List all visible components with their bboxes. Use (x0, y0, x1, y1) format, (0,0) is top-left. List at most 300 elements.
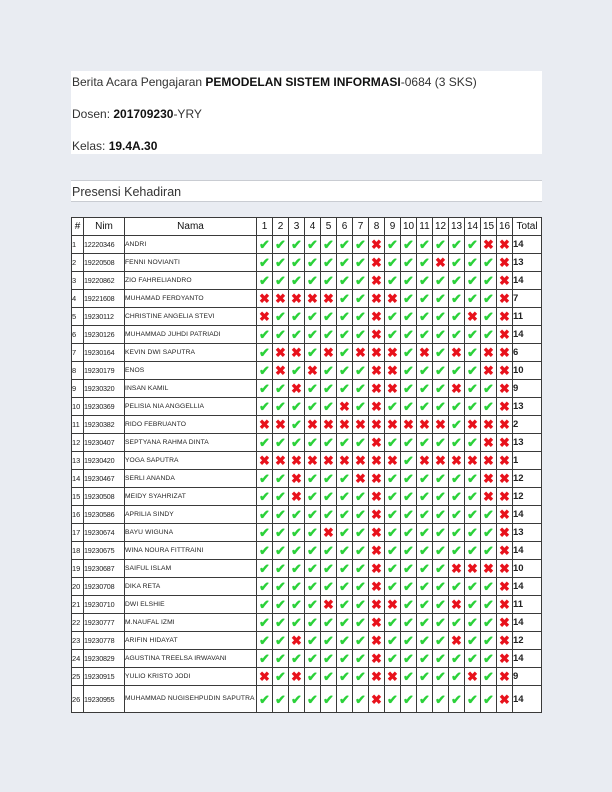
table-row (72, 290, 542, 308)
absent-cross-icon: ✖ (289, 488, 305, 506)
present-check-icon: ✔ (305, 380, 321, 398)
present-check-icon: ✔ (321, 686, 337, 713)
absent-cross-icon: ✖ (465, 308, 481, 326)
present-check-icon: ✔ (353, 290, 369, 308)
row-number: 7 (72, 344, 84, 362)
student-nim: 19230710 (84, 596, 125, 614)
present-check-icon: ✔ (353, 488, 369, 506)
attendance-total: 9 (513, 380, 542, 398)
attendance-total: 6 (513, 344, 542, 362)
present-check-icon: ✔ (337, 614, 353, 632)
present-check-icon: ✔ (401, 668, 417, 686)
present-check-icon: ✔ (385, 560, 401, 578)
row-number: 2 (72, 254, 84, 272)
absent-cross-icon: ✖ (337, 452, 353, 470)
present-check-icon: ✔ (433, 290, 449, 308)
present-check-icon: ✔ (449, 236, 465, 254)
student-nim: 19230687 (84, 560, 125, 578)
present-check-icon: ✔ (289, 434, 305, 452)
column-header: 3 (289, 218, 305, 236)
student-name: SEPTYANA RAHMA DINTA (125, 434, 257, 452)
class-label: Kelas: (72, 139, 109, 153)
absent-cross-icon: ✖ (353, 416, 369, 434)
present-check-icon: ✔ (401, 596, 417, 614)
absent-cross-icon: ✖ (369, 290, 385, 308)
present-check-icon: ✔ (401, 542, 417, 560)
present-check-icon: ✔ (321, 578, 337, 596)
absent-cross-icon: ✖ (465, 560, 481, 578)
present-check-icon: ✔ (465, 632, 481, 650)
present-check-icon: ✔ (257, 254, 273, 272)
absent-cross-icon: ✖ (321, 290, 337, 308)
absent-cross-icon: ✖ (353, 470, 369, 488)
absent-cross-icon: ✖ (497, 380, 513, 398)
column-header: Nim (84, 218, 125, 236)
present-check-icon: ✔ (353, 236, 369, 254)
absent-cross-icon: ✖ (369, 614, 385, 632)
column-header: Total (513, 218, 542, 236)
present-check-icon: ✔ (321, 614, 337, 632)
present-check-icon: ✔ (481, 596, 497, 614)
present-check-icon: ✔ (449, 416, 465, 434)
student-name: MUHAMMAD JUHDI PATRIADI (125, 326, 257, 344)
attendance-total: 11 (513, 308, 542, 326)
present-check-icon: ✔ (433, 344, 449, 362)
present-check-icon: ✔ (417, 434, 433, 452)
present-check-icon: ✔ (305, 470, 321, 488)
row-number: 18 (72, 542, 84, 560)
present-check-icon: ✔ (401, 380, 417, 398)
present-check-icon: ✔ (305, 614, 321, 632)
absent-cross-icon: ✖ (369, 272, 385, 290)
present-check-icon: ✔ (273, 308, 289, 326)
present-check-icon: ✔ (257, 686, 273, 713)
student-name: BAYU WIGUNA (125, 524, 257, 542)
present-check-icon: ✔ (449, 686, 465, 713)
table-row (72, 380, 542, 398)
present-check-icon: ✔ (257, 344, 273, 362)
absent-cross-icon: ✖ (337, 416, 353, 434)
present-check-icon: ✔ (289, 524, 305, 542)
present-check-icon: ✔ (385, 398, 401, 416)
present-check-icon: ✔ (353, 398, 369, 416)
present-check-icon: ✔ (353, 326, 369, 344)
present-check-icon: ✔ (417, 272, 433, 290)
present-check-icon: ✔ (273, 434, 289, 452)
present-check-icon: ✔ (305, 560, 321, 578)
present-check-icon: ✔ (353, 272, 369, 290)
present-check-icon: ✔ (433, 434, 449, 452)
student-nim: 19230126 (84, 326, 125, 344)
present-check-icon: ✔ (401, 506, 417, 524)
present-check-icon: ✔ (273, 686, 289, 713)
present-check-icon: ✔ (417, 362, 433, 380)
student-name: DWI ELSHIE (125, 596, 257, 614)
present-check-icon: ✔ (417, 470, 433, 488)
row-number: 15 (72, 488, 84, 506)
row-number: 19 (72, 560, 84, 578)
present-check-icon: ✔ (321, 380, 337, 398)
absent-cross-icon: ✖ (497, 596, 513, 614)
column-header: 5 (321, 218, 337, 236)
student-nim: 19230382 (84, 416, 125, 434)
present-check-icon: ✔ (337, 344, 353, 362)
student-nim: 19230420 (84, 452, 125, 470)
present-check-icon: ✔ (481, 632, 497, 650)
present-check-icon: ✔ (305, 308, 321, 326)
student-name: ZIO FAHRELIANDRO (125, 272, 257, 290)
student-name: KEVIN DWI SAPUTRA (125, 344, 257, 362)
present-check-icon: ✔ (401, 272, 417, 290)
present-check-icon: ✔ (305, 632, 321, 650)
present-check-icon: ✔ (273, 506, 289, 524)
absent-cross-icon: ✖ (417, 452, 433, 470)
present-check-icon: ✔ (481, 380, 497, 398)
absent-cross-icon: ✖ (481, 452, 497, 470)
present-check-icon: ✔ (481, 506, 497, 524)
present-check-icon: ✔ (401, 236, 417, 254)
attendance-total: 10 (513, 362, 542, 380)
absent-cross-icon: ✖ (449, 344, 465, 362)
column-header: Nama (125, 218, 257, 236)
present-check-icon: ✔ (449, 542, 465, 560)
present-check-icon: ✔ (353, 380, 369, 398)
absent-cross-icon: ✖ (305, 362, 321, 380)
student-name: MUHAMAD FERDYANTO (125, 290, 257, 308)
attendance-total: 14 (513, 614, 542, 632)
present-check-icon: ✔ (257, 434, 273, 452)
present-check-icon: ✔ (449, 290, 465, 308)
absent-cross-icon: ✖ (369, 434, 385, 452)
absent-cross-icon: ✖ (465, 452, 481, 470)
present-check-icon: ✔ (449, 614, 465, 632)
row-number: 26 (72, 686, 84, 713)
absent-cross-icon: ✖ (449, 596, 465, 614)
student-name: ARIFIN HIDAYAT (125, 632, 257, 650)
absent-cross-icon: ✖ (369, 578, 385, 596)
present-check-icon: ✔ (289, 398, 305, 416)
absent-cross-icon: ✖ (497, 398, 513, 416)
table-row (72, 560, 542, 578)
present-check-icon: ✔ (337, 254, 353, 272)
present-check-icon: ✔ (353, 632, 369, 650)
student-nim: 19230369 (84, 398, 125, 416)
table-row (72, 506, 542, 524)
present-check-icon: ✔ (465, 506, 481, 524)
present-check-icon: ✔ (449, 272, 465, 290)
present-check-icon: ✔ (305, 650, 321, 668)
present-check-icon: ✔ (321, 632, 337, 650)
absent-cross-icon: ✖ (465, 416, 481, 434)
row-number: 24 (72, 650, 84, 668)
table-row (72, 524, 542, 542)
column-header: 10 (401, 218, 417, 236)
absent-cross-icon: ✖ (321, 452, 337, 470)
present-check-icon: ✔ (305, 254, 321, 272)
student-nim: 19221608 (84, 290, 125, 308)
absent-cross-icon: ✖ (289, 344, 305, 362)
column-header: 12 (433, 218, 449, 236)
present-check-icon: ✔ (305, 668, 321, 686)
present-check-icon: ✔ (257, 362, 273, 380)
absent-cross-icon: ✖ (273, 344, 289, 362)
present-check-icon: ✔ (353, 560, 369, 578)
attendance-total: 9 (513, 668, 542, 686)
student-name: MUHAMMAD NUGISEHPUDIN SAPUTRA (125, 686, 257, 713)
student-nim: 19230467 (84, 470, 125, 488)
present-check-icon: ✔ (433, 380, 449, 398)
absent-cross-icon: ✖ (497, 650, 513, 668)
present-check-icon: ✔ (257, 524, 273, 542)
absent-cross-icon: ✖ (257, 452, 273, 470)
absent-cross-icon: ✖ (369, 596, 385, 614)
absent-cross-icon: ✖ (305, 452, 321, 470)
absent-cross-icon: ✖ (369, 326, 385, 344)
present-check-icon: ✔ (385, 236, 401, 254)
present-check-icon: ✔ (433, 398, 449, 416)
present-check-icon: ✔ (385, 614, 401, 632)
absent-cross-icon: ✖ (369, 668, 385, 686)
present-check-icon: ✔ (321, 236, 337, 254)
absent-cross-icon: ✖ (417, 416, 433, 434)
table-row (72, 632, 542, 650)
absent-cross-icon: ✖ (305, 290, 321, 308)
present-check-icon: ✔ (401, 326, 417, 344)
student-name: APRILIA SINDY (125, 506, 257, 524)
present-check-icon: ✔ (449, 434, 465, 452)
present-check-icon: ✔ (417, 524, 433, 542)
present-check-icon: ✔ (289, 560, 305, 578)
present-check-icon: ✔ (273, 596, 289, 614)
present-check-icon: ✔ (305, 344, 321, 362)
student-name: MEIDY SYAHRIZAT (125, 488, 257, 506)
present-check-icon: ✔ (257, 272, 273, 290)
absent-cross-icon: ✖ (257, 308, 273, 326)
row-number: 22 (72, 614, 84, 632)
column-header: 16 (497, 218, 513, 236)
present-check-icon: ✔ (305, 596, 321, 614)
absent-cross-icon: ✖ (289, 632, 305, 650)
present-check-icon: ✔ (321, 560, 337, 578)
present-check-icon: ✔ (289, 254, 305, 272)
present-check-icon: ✔ (433, 668, 449, 686)
table-row (72, 326, 542, 344)
present-check-icon: ✔ (433, 362, 449, 380)
table-row (72, 344, 542, 362)
present-check-icon: ✔ (481, 578, 497, 596)
absent-cross-icon: ✖ (321, 596, 337, 614)
section-title: Presensi Kehadiran (72, 185, 182, 199)
present-check-icon: ✔ (337, 668, 353, 686)
present-check-icon: ✔ (321, 650, 337, 668)
present-check-icon: ✔ (433, 578, 449, 596)
present-check-icon: ✔ (481, 650, 497, 668)
absent-cross-icon: ✖ (497, 452, 513, 470)
present-check-icon: ✔ (321, 272, 337, 290)
present-check-icon: ✔ (433, 632, 449, 650)
student-name: AGUSTINA TREELSA IRWAVANI (125, 650, 257, 668)
absent-cross-icon: ✖ (353, 452, 369, 470)
absent-cross-icon: ✖ (369, 362, 385, 380)
present-check-icon: ✔ (273, 470, 289, 488)
present-check-icon: ✔ (273, 560, 289, 578)
absent-cross-icon: ✖ (369, 236, 385, 254)
attendance-total: 14 (513, 326, 542, 344)
attendance-total: 14 (513, 236, 542, 254)
present-check-icon: ✔ (305, 434, 321, 452)
absent-cross-icon: ✖ (497, 290, 513, 308)
present-check-icon: ✔ (449, 398, 465, 416)
student-nim: 19230829 (84, 650, 125, 668)
absent-cross-icon: ✖ (385, 416, 401, 434)
absent-cross-icon: ✖ (497, 344, 513, 362)
student-name: CHRISTINE ANGELIA STEVI (125, 308, 257, 326)
row-number: 6 (72, 326, 84, 344)
absent-cross-icon: ✖ (385, 290, 401, 308)
present-check-icon: ✔ (337, 488, 353, 506)
present-check-icon: ✔ (273, 542, 289, 560)
row-number: 23 (72, 632, 84, 650)
absent-cross-icon: ✖ (481, 416, 497, 434)
present-check-icon: ✔ (257, 488, 273, 506)
student-nim: 19230674 (84, 524, 125, 542)
present-check-icon: ✔ (481, 326, 497, 344)
absent-cross-icon: ✖ (385, 596, 401, 614)
present-check-icon: ✔ (401, 524, 417, 542)
present-check-icon: ✔ (305, 686, 321, 713)
absent-cross-icon: ✖ (433, 254, 449, 272)
present-check-icon: ✔ (417, 686, 433, 713)
absent-cross-icon: ✖ (497, 308, 513, 326)
row-number: 8 (72, 362, 84, 380)
attendance-total: 13 (513, 254, 542, 272)
present-check-icon: ✔ (449, 362, 465, 380)
absent-cross-icon: ✖ (449, 560, 465, 578)
present-check-icon: ✔ (401, 686, 417, 713)
table-row (72, 434, 542, 452)
present-check-icon: ✔ (305, 578, 321, 596)
attendance-total: 7 (513, 290, 542, 308)
absent-cross-icon: ✖ (497, 506, 513, 524)
present-check-icon: ✔ (433, 470, 449, 488)
present-check-icon: ✔ (417, 326, 433, 344)
present-check-icon: ✔ (273, 650, 289, 668)
student-nim: 19230708 (84, 578, 125, 596)
present-check-icon: ✔ (401, 452, 417, 470)
absent-cross-icon: ✖ (369, 524, 385, 542)
course-prefix: Berita Acara Pengajaran (72, 75, 206, 89)
student-nim: 12220346 (84, 236, 125, 254)
present-check-icon: ✔ (433, 308, 449, 326)
absent-cross-icon: ✖ (385, 452, 401, 470)
absent-cross-icon: ✖ (401, 416, 417, 434)
attendance-table (71, 217, 542, 713)
table-row (72, 614, 542, 632)
table-row (72, 236, 542, 254)
column-header: 13 (449, 218, 465, 236)
present-check-icon: ✔ (305, 272, 321, 290)
column-header: 14 (465, 218, 481, 236)
present-check-icon: ✔ (273, 272, 289, 290)
student-nim: 19230320 (84, 380, 125, 398)
column-header: 4 (305, 218, 321, 236)
absent-cross-icon: ✖ (497, 470, 513, 488)
present-check-icon: ✔ (465, 578, 481, 596)
present-check-icon: ✔ (417, 506, 433, 524)
present-check-icon: ✔ (321, 398, 337, 416)
present-check-icon: ✔ (353, 362, 369, 380)
table-row (72, 362, 542, 380)
present-check-icon: ✔ (401, 650, 417, 668)
present-check-icon: ✔ (385, 470, 401, 488)
present-check-icon: ✔ (257, 632, 273, 650)
present-check-icon: ✔ (401, 578, 417, 596)
absent-cross-icon: ✖ (385, 344, 401, 362)
present-check-icon: ✔ (433, 650, 449, 668)
absent-cross-icon: ✖ (497, 668, 513, 686)
student-nim: 19230179 (84, 362, 125, 380)
present-check-icon: ✔ (337, 560, 353, 578)
course-name: PEMODELAN SISTEM INFORMASI (205, 75, 401, 89)
absent-cross-icon: ✖ (449, 452, 465, 470)
present-check-icon: ✔ (417, 578, 433, 596)
present-check-icon: ✔ (465, 344, 481, 362)
present-check-icon: ✔ (385, 578, 401, 596)
table-row (72, 254, 542, 272)
present-check-icon: ✔ (481, 686, 497, 713)
present-check-icon: ✔ (401, 434, 417, 452)
table-row (72, 596, 542, 614)
present-check-icon: ✔ (433, 506, 449, 524)
present-check-icon: ✔ (385, 686, 401, 713)
absent-cross-icon: ✖ (321, 416, 337, 434)
present-check-icon: ✔ (465, 326, 481, 344)
present-check-icon: ✔ (257, 650, 273, 668)
present-check-icon: ✔ (465, 362, 481, 380)
absent-cross-icon: ✖ (497, 542, 513, 560)
student-nim: 19230955 (84, 686, 125, 713)
present-check-icon: ✔ (289, 272, 305, 290)
student-name: WINA NOURA FITTRAINI (125, 542, 257, 560)
absent-cross-icon: ✖ (385, 362, 401, 380)
present-check-icon: ✔ (481, 398, 497, 416)
present-check-icon: ✔ (385, 308, 401, 326)
absent-cross-icon: ✖ (369, 398, 385, 416)
present-check-icon: ✔ (337, 632, 353, 650)
present-check-icon: ✔ (465, 614, 481, 632)
row-number: 21 (72, 596, 84, 614)
absent-cross-icon: ✖ (273, 290, 289, 308)
absent-cross-icon: ✖ (465, 668, 481, 686)
attendance-total: 14 (513, 542, 542, 560)
present-check-icon: ✔ (385, 434, 401, 452)
present-check-icon: ✔ (417, 560, 433, 578)
class-value: 19.4A.30 (108, 139, 158, 153)
present-check-icon: ✔ (385, 542, 401, 560)
present-check-icon: ✔ (401, 362, 417, 380)
student-nim: 19230164 (84, 344, 125, 362)
row-number: 4 (72, 290, 84, 308)
absent-cross-icon: ✖ (369, 452, 385, 470)
present-check-icon: ✔ (337, 290, 353, 308)
present-check-icon: ✔ (257, 506, 273, 524)
attendance-total: 13 (513, 398, 542, 416)
present-check-icon: ✔ (465, 380, 481, 398)
absent-cross-icon: ✖ (273, 362, 289, 380)
class-line (72, 139, 157, 153)
present-check-icon: ✔ (353, 254, 369, 272)
present-check-icon: ✔ (481, 254, 497, 272)
